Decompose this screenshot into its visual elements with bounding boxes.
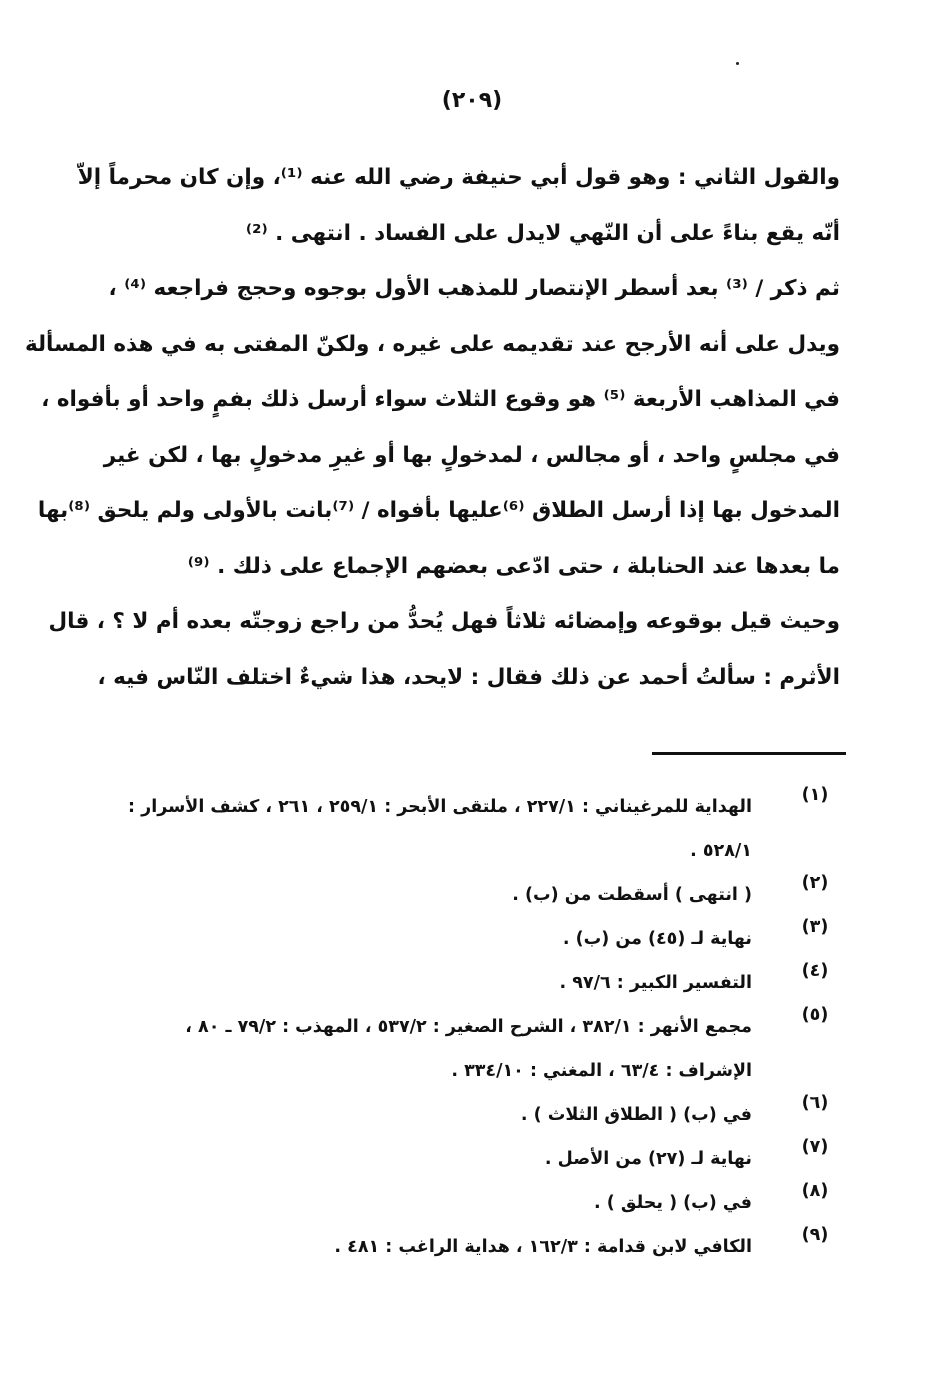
footnote-number: (٤) [801, 961, 829, 981]
footnote-number: (٩) [801, 1225, 829, 1245]
footnote-text-continued: ٥٢٨/١ . [690, 841, 752, 861]
footnote-2 [120, 873, 840, 917]
main-body-text [24, 150, 840, 705]
footnote-text-continued: الإشراف : ٦٣/٤ ، المغني : ٣٣٤/١٠ . [451, 1061, 752, 1081]
page-number: (٢٠٩) [441, 88, 503, 113]
footnote-4 [120, 961, 840, 1005]
body-line-4: ويدل على أنه الأرجح عند تقديمه على غيره ، ولكنّ المفتى به في هذه المسألة [24, 331, 840, 357]
footnote-5 [120, 1005, 840, 1093]
footnote-7 [120, 1137, 840, 1181]
footnote-number: (٨) [801, 1181, 829, 1201]
footnote-text: نهاية لـ (٤٥) من (ب) . [562, 929, 752, 949]
footnote-number: (٢) [801, 873, 829, 893]
footnote-number: (١) [801, 785, 829, 805]
body-line-5: في المذاهب الأربعة ⁽⁵⁾ هو وقوع الثلاث سواء أرسل ذلك بفمٍ واحد أو بأفواه ، [41, 387, 840, 412]
footnote-6 [120, 1093, 840, 1137]
body-line-10: الأثرم : سألتُ أحمد عن ذلك فقال : لايحد، هذا شيءٌ اختلف النّاس فيه ، [97, 664, 840, 690]
body-line-1: والقول الثاني : وهو قول أبي حنيفة رضي الله عنه ⁽¹⁾، وإن كان محرماً إلاّ [77, 165, 840, 190]
footnote-number: (٣) [801, 917, 829, 937]
footnote-text: مجمع الأنهر : ٣٨٢/١ ، الشرح الصغير : ٥٣٧/٢ ، المهذب : ٧٩/٢ ـ ٨٠ ، [185, 1017, 752, 1037]
footnote-3 [120, 917, 840, 961]
footnote-number: (٦) [801, 1093, 829, 1113]
footnote-text: نهاية لـ (٢٧) من الأصل . [544, 1149, 752, 1169]
body-line-7: المدخول بها إذا أرسل الطلاق ⁽⁶⁾عليها بأفواه / ⁽⁷⁾بانت بالأولى ولم يلحق ⁽⁸⁾بها [37, 498, 840, 523]
body-line-2: أنّه يقع بناءً على أن النّهي لايدل على الفساد . انتهى . ⁽²⁾ [245, 220, 840, 246]
footnote-9 [120, 1225, 840, 1269]
footnote-1 [120, 785, 840, 873]
footnote-number: (٥) [801, 1005, 829, 1025]
footnotes [120, 785, 840, 1269]
footnote-number: (٧) [801, 1137, 829, 1157]
speck-mark [736, 62, 739, 65]
body-line-3: ثم ذكر / ⁽³⁾ بعد أسطر الإنتصار للمذهب الأول بوجوه وحجج فراجعه ⁽⁴⁾ ، [108, 276, 840, 301]
footnote-8 [120, 1181, 840, 1225]
footnote-text: في (ب) ( يحلق ) . [594, 1193, 752, 1213]
body-line-8: ما بعدها عند الحنابلة ، حتى ادّعى بعضهم الإجماع على ذلك . ⁽⁹⁾ [187, 553, 840, 579]
footnote-text: التفسير الكبير : ٩٧/٦ . [559, 973, 752, 993]
body-line-9: وحيث قيل بوقوعه وإمضائه ثلاثاً فهل يُحدُّ من راجع زوجتّه بعده أم لا ؟ ، قال [48, 609, 840, 634]
body-line-6: في مجلسٍ واحد ، أو مجالس ، لمدخولٍ بها أو غيرِ مدخولٍ بها ، لكن غير [103, 442, 840, 468]
footnote-text: في (ب) ( الطلاق الثلاث ) . [520, 1105, 752, 1125]
footnote-text: ( انتهى ) أسقطت من (ب) . [512, 885, 752, 905]
footnote-text: الهداية للمرغيناني : ٢٢٧/١ ، ملتقى الأبحر : ٢٥٩/١ ، ٢٦١ ، كشف الأسرار : [128, 797, 752, 817]
section-lead: والقول الثاني [693, 165, 840, 190]
footnote-separator [652, 752, 846, 755]
footnote-text: الكافي لابن قدامة : ١٦٢/٣ ، هداية الراغب : ٤٨١ . [334, 1237, 752, 1257]
